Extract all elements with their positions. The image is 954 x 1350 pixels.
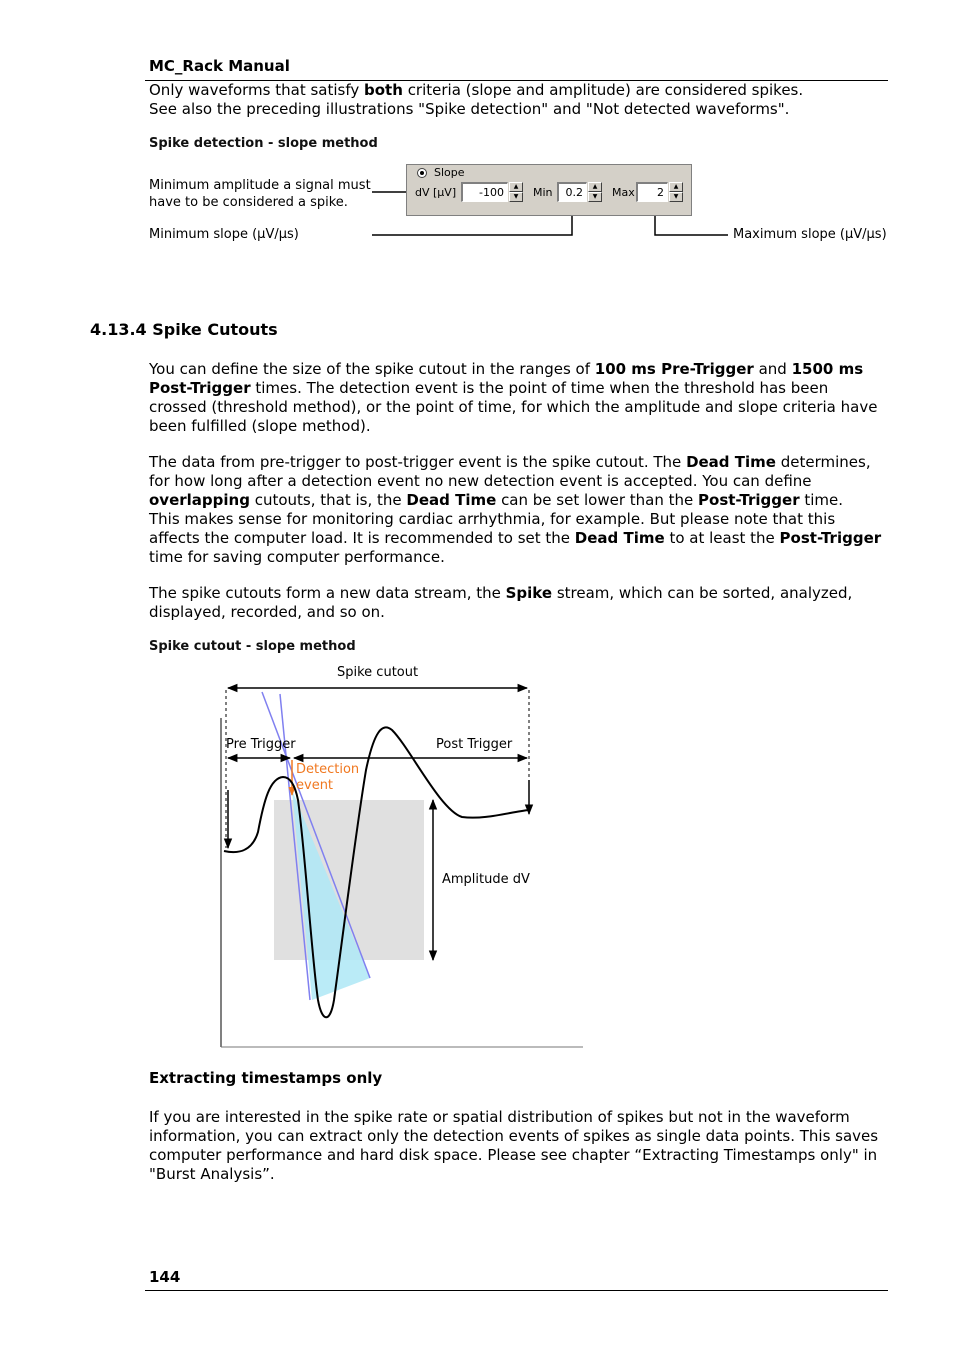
- detection-event-label-line: event: [296, 778, 334, 793]
- body-text: You can define the size of the spike cutout in the ranges of: [149, 360, 595, 378]
- body-text: This makes sense for monitoring cardiac arrhythmia, for example. But please note that this affects the computer load. It is recommended to set the: [149, 510, 836, 547]
- min-input[interactable]: 0.2: [557, 182, 587, 202]
- dv-label: dV [µV]: [415, 186, 457, 199]
- intro-text: Only waveforms that satisfy: [149, 81, 365, 99]
- body-text: can be set lower than the: [496, 491, 699, 509]
- body-text: time for saving computer performance.: [149, 548, 445, 566]
- intro-bold: both: [364, 81, 403, 99]
- min-slope-label: Minimum slope (µV/µs): [149, 227, 299, 242]
- spin-up-icon[interactable]: ▲: [588, 182, 602, 192]
- section-heading: 4.13.4 Spike Cutouts: [90, 320, 278, 339]
- max-label: Max: [612, 186, 635, 199]
- figure-caption: Spike detection - slope method: [149, 136, 378, 151]
- body-bold: Dead Time: [686, 453, 776, 471]
- body-bold: 100 ms Pre-Trigger: [594, 360, 754, 378]
- body-text: times. The detection event is the point of time when the threshold has been crossed (threshold method), or the point of time, for which the amplitude and slope criteria have been fulfilled (slope method).: [149, 379, 878, 435]
- figure-caption: Spike cutout - slope method: [149, 639, 356, 654]
- amplitude-label: Amplitude dV: [442, 872, 530, 887]
- detection-event-label-line: Detection: [296, 762, 360, 777]
- body-text: determines, for how long after a detection event no new detection event is accepted. You can define: [149, 453, 871, 490]
- body-text: and: [753, 360, 792, 378]
- body-bold: 1500 ms Post-Trigger: [149, 360, 864, 397]
- body-bold: overlapping: [149, 491, 250, 509]
- body-text: The data from pre-trigger to post-trigger event is the spike cutout. The: [149, 453, 687, 471]
- dv-input[interactable]: -100: [461, 182, 508, 202]
- spin-down-icon[interactable]: ▼: [588, 192, 602, 202]
- min-label: Min: [533, 186, 553, 199]
- body-text: stream, which can be sorted, analyzed, displayed, recorded, and so on.: [149, 584, 853, 621]
- intro-text: criteria (slope and amplitude) are considered spikes.: [402, 81, 804, 99]
- spin-up-icon[interactable]: ▲: [509, 182, 523, 192]
- running-header-title: MC_Rack Manual: [149, 57, 290, 75]
- body-text: The spike cutouts form a new data stream, the: [149, 584, 506, 602]
- min-amplitude-label-line: have to be considered a spike.: [149, 195, 348, 210]
- body-bold: Dead Time: [406, 491, 497, 509]
- pre-trigger-label: Pre Trigger: [226, 737, 296, 752]
- intro-text: See also the preceding illustrations "Spike detection" and "Not detected waveforms".: [149, 100, 790, 118]
- spin-down-icon[interactable]: ▼: [509, 192, 523, 202]
- body-bold: Post-Trigger: [779, 529, 882, 547]
- slope-radio-label: Slope: [434, 166, 465, 179]
- spin-down-icon[interactable]: ▼: [669, 192, 683, 202]
- spike-cutout-label: Spike cutout: [337, 665, 419, 680]
- subsection-heading: Extracting timestamps only: [149, 1069, 383, 1087]
- body-bold: Post-Trigger: [698, 491, 800, 509]
- paragraph-timestamps: If you are interested in the spike rate or spatial distribution of spikes but not in the waveform information, you can extract only the detection events of spikes as single data points. This saves computer performance and hard disk space. Please see chapter “Extracting Timestamps only" in "Burst Analysis”.: [149, 1108, 879, 1183]
- body-bold: Spike: [505, 584, 553, 602]
- spin-up-icon[interactable]: ▲: [669, 182, 683, 192]
- footer-rule: [145, 1290, 888, 1291]
- detection-event-label: [296, 762, 359, 794]
- body-bold: Dead Time: [574, 529, 665, 547]
- min-amplitude-label-line: Minimum amplitude a signal must: [149, 178, 371, 193]
- max-slope-label: Maximum slope (µV/µs): [733, 227, 887, 242]
- body-text: cutouts, that is, the: [249, 491, 407, 509]
- post-trigger-label: Post Trigger: [436, 737, 513, 752]
- body-text: time.: [799, 491, 844, 509]
- body-text: to at least the: [664, 529, 780, 547]
- max-input[interactable]: 2: [636, 182, 668, 202]
- page-number: 144: [149, 1268, 181, 1286]
